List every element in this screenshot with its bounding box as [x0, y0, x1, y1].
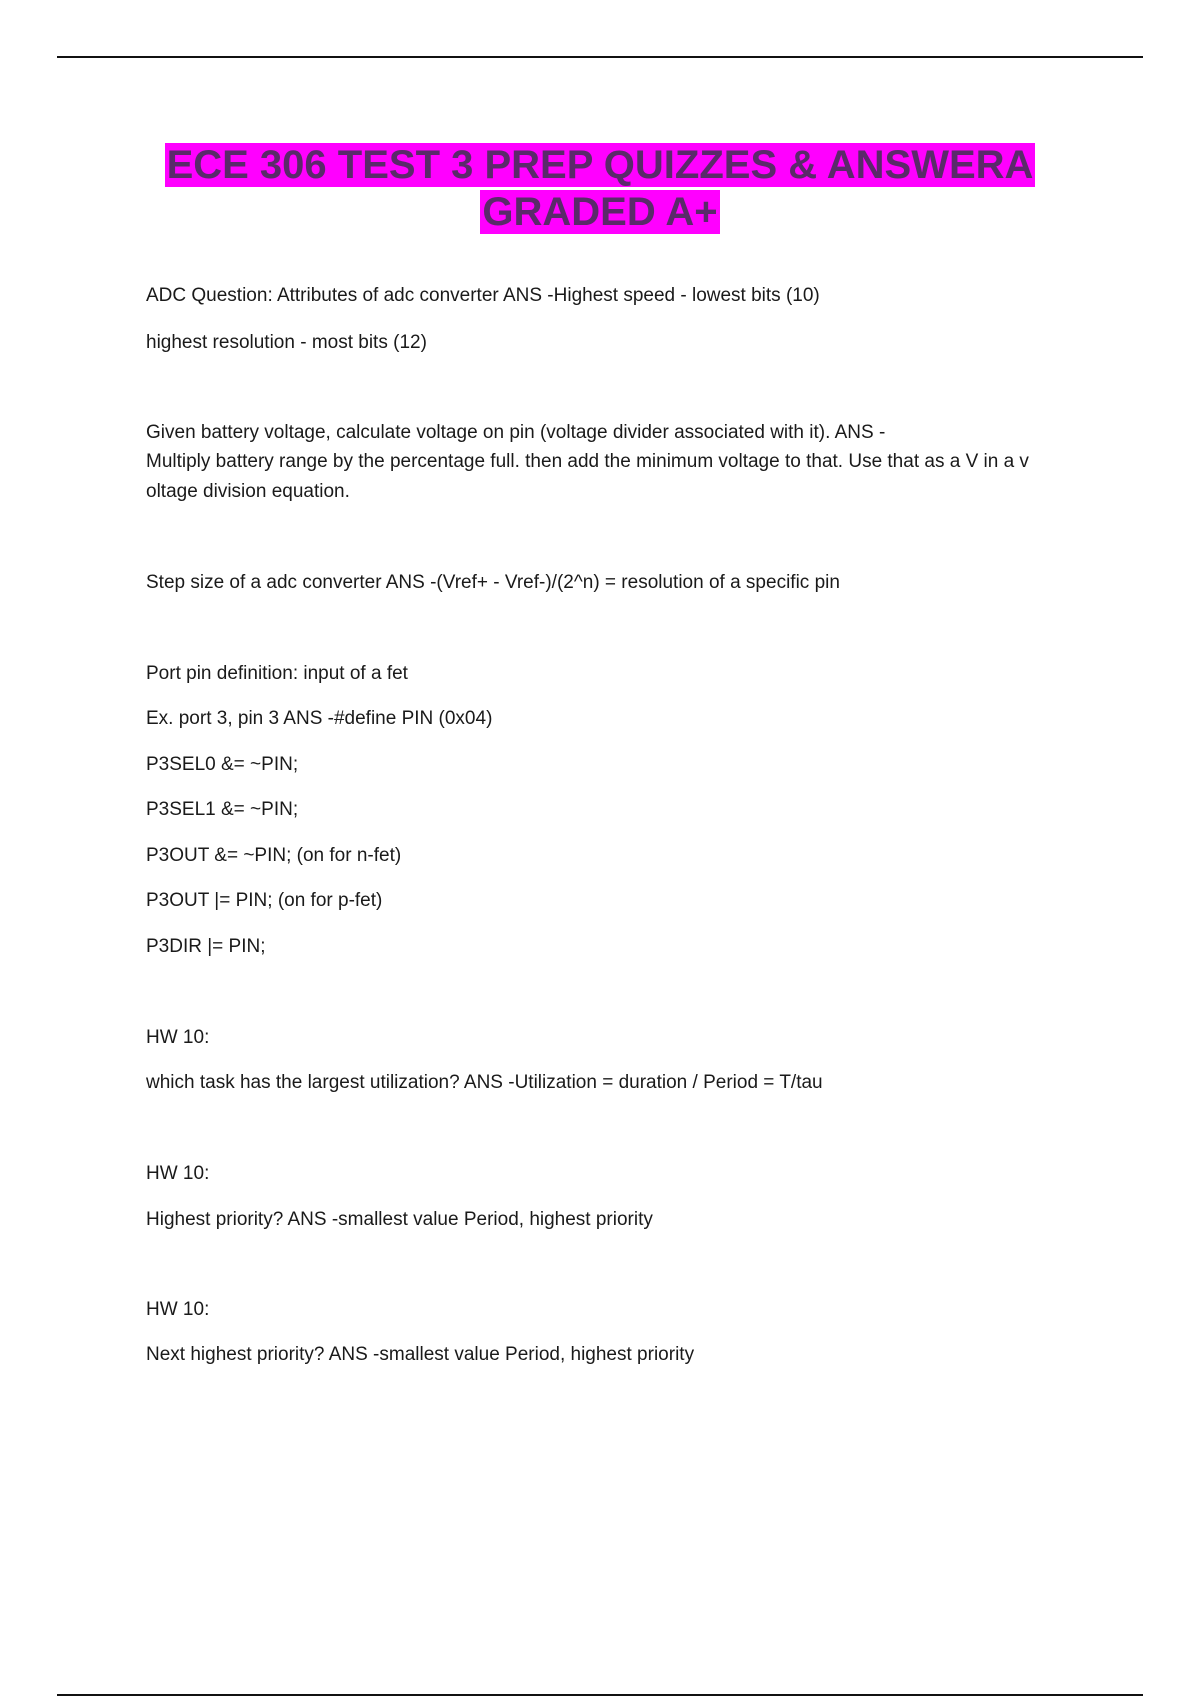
text-line: P3OUT |= PIN; (on for p-fet)	[146, 890, 383, 911]
text-line: Port pin definition: input of a fet	[146, 663, 408, 684]
text-line: P3SEL0 &= ~PIN;	[146, 754, 299, 775]
text-line: Ex. port 3, pin 3 ANS -#define PIN (0x04)	[146, 708, 493, 729]
text-line: Multiply battery range by the percentage full. then add the minimum voltage to that. Use that as a V in a v	[146, 451, 1029, 472]
text-line: P3DIR |= PIN;	[146, 936, 266, 957]
text-line: Step size of a adc converter ANS -(Vref+ - Vref-)/(2^n) = resolution of a specific pin	[146, 572, 840, 593]
text-line: Given battery voltage, calculate voltage on pin (voltage divider associated with it). ANS -	[146, 422, 886, 443]
text-line: which task has the largest utilization? ANS -Utilization = duration / Period = T/tau	[146, 1072, 823, 1093]
top-rule	[57, 56, 1143, 58]
text-line: HW 10:	[146, 1027, 210, 1048]
text-line: HW 10:	[146, 1163, 210, 1184]
text-line: Highest priority? ANS -smallest value Period, highest priority	[146, 1209, 653, 1230]
text-line: HW 10:	[146, 1299, 210, 1320]
bottom-rule	[57, 1694, 1143, 1696]
text-line: P3SEL1 &= ~PIN;	[146, 799, 299, 820]
document-title	[0, 142, 1200, 236]
title-line-2: GRADED A+	[482, 190, 718, 234]
text-line: highest resolution - most bits (12)	[146, 332, 427, 353]
text-line: ADC Question: Attributes of adc converter ANS -Highest speed - lowest bits (10)	[146, 285, 820, 306]
text-line: P3OUT &= ~PIN; (on for n-fet)	[146, 845, 402, 866]
text-line: Next highest priority? ANS -smallest value Period, highest priority	[146, 1344, 695, 1365]
text-line: oltage division equation.	[146, 481, 350, 502]
title-line-1: ECE 306 TEST 3 PREP QUIZZES & ANSWERA	[166, 143, 1034, 187]
